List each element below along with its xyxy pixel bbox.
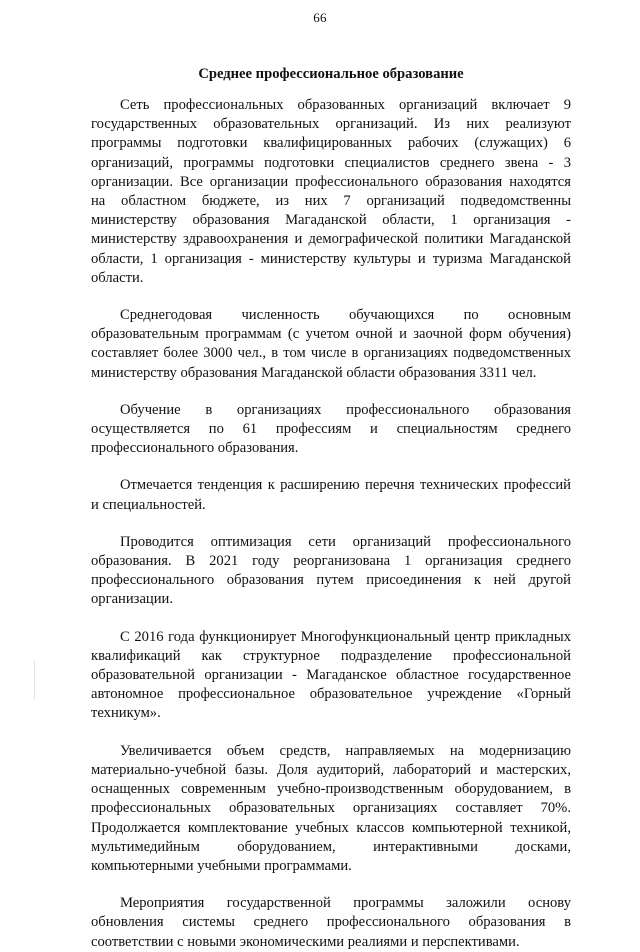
paragraph-program: Мероприятия государственной программы заложили основу обновления системы среднего профессионального образования в соответствии с новыми экономическими реалиями и перспективами. [91,895,571,950]
paragraph-network: Сеть профессиональных образованных организаций включает 9 государственных образовательных организаций. Из них реализуют программы подготовки квалифицированных рабочих (служащих) 6 организаций, программы подготовки специалистов среднего звена - 3 организации. Все организации профессионального образования находятся на областном бюджете, из них 7 организаций подведомственны министерству образования Магаданской области, 1 организация - министерству здравоохранения и демографической политики Магаданской области, 1 организация - министерству культуры и туризма Магаданской области. [91,97,571,286]
paragraph-enrollment: Среднегодовая численность обучающихся по основным образовательным программам (с учетом очной и заочной форм обучения) составляет более 3000 чел., в том числе в организациях подведомственных министерству образования Магаданской области образования 3311 чел. [91,307,571,381]
paragraph-center: С 2016 года функционирует Многофункциональный центр прикладных квалификаций как структурное подразделение профессиональной образовательной организации - Магаданское областное государственное автономное профессиональное образовательное учреждение «Горный техникум». [91,628,571,722]
paragraph-funding: Увеличивается объем средств, направляемых на модернизацию материально-учебной базы. Доля аудиторий, лабораторий и мастерских, оснащенных современным учебно-производственным оборудованием, в профессиональных образовательных организациях составляет 70%. Продолжается комплектование учебных классов компьютерной техникой, мультимедийным оборудованием, интерактивными досками, компьютерными учебными программами. [91,742,571,874]
paragraph-professions: Обучение в организациях профессионального образования осуществляется по 61 профессиям и специальностям среднего профессионального образования. [91,401,571,457]
paragraph-trend: Отмечается тенденция к расширению перечня технических профессий и специальностей. [91,477,571,513]
page-number: 66 [313,10,327,25]
body-text [91,96,571,952]
section-heading: Среднее профессиональное образование [198,66,464,82]
margin-scan-mark [34,660,35,700]
paragraph-optimization: Проводится оптимизация сети организаций профессионального образования. В 2021 году реорганизована 1 организация среднего профессионального образования путем присоединения к ней другой организации. [91,533,571,608]
